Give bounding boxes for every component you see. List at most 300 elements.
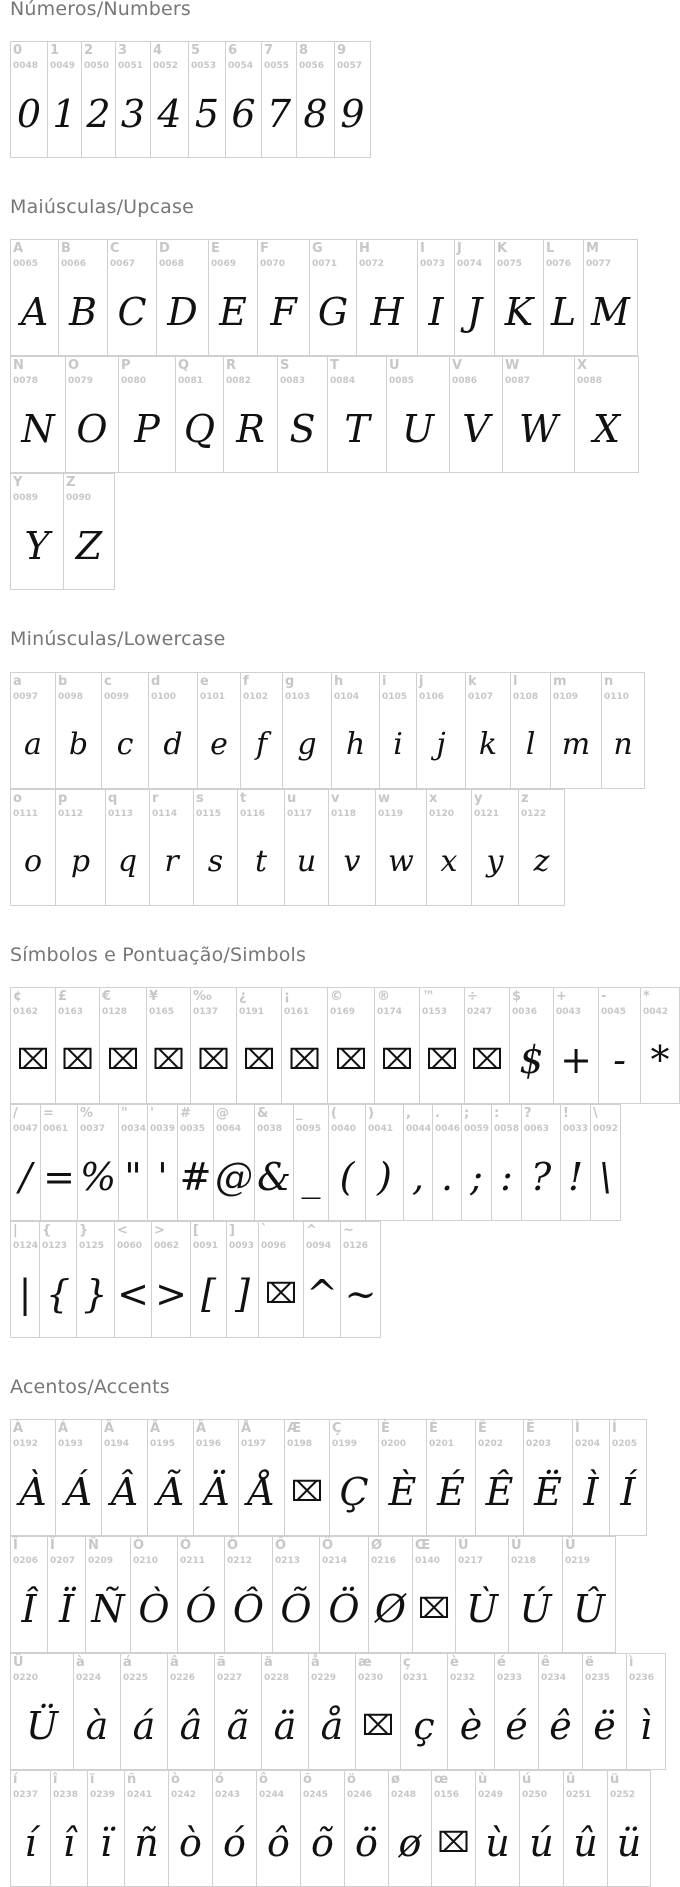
glyph-char-label: Ò bbox=[133, 1538, 145, 1553]
glyph-cell bbox=[47, 41, 82, 158]
glyph-char-label: Œ bbox=[415, 1538, 431, 1553]
glyph-char-label: { bbox=[42, 1223, 52, 1238]
glyph-cell bbox=[640, 987, 680, 1104]
glyph-code-label: 0232 bbox=[450, 1673, 476, 1683]
glyph-preview: Â bbox=[110, 1470, 139, 1514]
glyph-preview: o bbox=[23, 844, 43, 879]
glyph-cell bbox=[190, 987, 237, 1104]
glyph-cell bbox=[365, 1104, 404, 1221]
glyph-code-label: 0124 bbox=[13, 1241, 39, 1251]
glyph-char-label: ù bbox=[478, 1772, 488, 1787]
glyph-preview: á bbox=[132, 1704, 156, 1748]
glyph-preview: } bbox=[83, 1272, 108, 1316]
glyph-char-label: ú bbox=[522, 1772, 532, 1787]
glyph-code-label: 0250 bbox=[522, 1790, 548, 1800]
glyph-char-label: N bbox=[13, 358, 24, 373]
glyph-code-label: 0090 bbox=[66, 493, 92, 503]
glyph-cell bbox=[148, 672, 198, 789]
glyph-preview: P bbox=[134, 407, 160, 451]
glyph-preview: Ê bbox=[485, 1470, 514, 1514]
glyph-preview: ' bbox=[157, 1155, 168, 1199]
glyph-cell bbox=[76, 1221, 115, 1338]
glyph-char-label: e bbox=[200, 674, 209, 689]
glyph-preview: A bbox=[20, 290, 49, 334]
glyph-code-label: 0204 bbox=[575, 1439, 601, 1449]
glyph-preview: ü bbox=[616, 1821, 642, 1865]
glyph-code-label: 0087 bbox=[505, 376, 531, 386]
glyph-preview: j bbox=[436, 727, 446, 762]
glyph-code-label: 0047 bbox=[13, 1124, 39, 1134]
glyph-cell bbox=[107, 239, 157, 356]
glyph-char-label: 9 bbox=[337, 43, 347, 58]
glyph-preview: ë bbox=[593, 1704, 616, 1748]
glyph-preview: å bbox=[320, 1704, 344, 1748]
glyph-code-label: 0228 bbox=[264, 1673, 290, 1683]
glyph-cell bbox=[329, 1419, 379, 1536]
glyph-code-label: 0062 bbox=[154, 1241, 180, 1251]
glyph-code-label: 0217 bbox=[458, 1556, 484, 1566]
section-title-numbers: Números/Numbers bbox=[10, 0, 191, 20]
glyph-preview: ä bbox=[273, 1704, 297, 1748]
glyph-preview: ] bbox=[235, 1272, 250, 1316]
missing-glyph-icon: ⌧ bbox=[425, 1043, 459, 1076]
glyph-code-label: 0200 bbox=[381, 1439, 407, 1449]
glyph-cell bbox=[284, 789, 329, 906]
glyph-preview: { bbox=[45, 1272, 71, 1316]
glyph-code-label: 0071 bbox=[312, 259, 338, 269]
glyph-char-label: Ç bbox=[332, 1421, 342, 1436]
glyph-cell bbox=[281, 987, 328, 1104]
missing-glyph-icon: ⌧ bbox=[334, 1043, 368, 1076]
glyph-code-label: 0057 bbox=[337, 61, 363, 71]
glyph-cell bbox=[115, 41, 151, 158]
glyph-char-label: , bbox=[406, 1106, 411, 1121]
glyph-preview: v bbox=[343, 844, 361, 879]
glyph-cell bbox=[300, 1770, 345, 1887]
glyph-code-label: 0040 bbox=[331, 1124, 357, 1134]
glyph-preview: d bbox=[163, 727, 183, 762]
glyph-preview: 2 bbox=[86, 92, 111, 136]
glyph-preview: E bbox=[219, 290, 247, 334]
glyph-char-label: ë bbox=[585, 1655, 594, 1670]
glyph-preview: > bbox=[155, 1272, 187, 1316]
glyph-char-label: ? bbox=[524, 1106, 532, 1121]
glyph-code-label: 0063 bbox=[524, 1124, 550, 1134]
glyph-char-label: * bbox=[643, 989, 650, 1004]
glyph-char-label: Õ bbox=[275, 1538, 287, 1553]
glyph-code-label: 0072 bbox=[359, 259, 385, 269]
glyph-cell bbox=[254, 1104, 294, 1221]
glyph-char-label: r bbox=[152, 791, 159, 806]
glyph-code-label: 0169 bbox=[330, 1007, 356, 1017]
glyph-code-label: 0088 bbox=[577, 376, 603, 386]
glyph-cell bbox=[340, 1221, 381, 1338]
glyph-row bbox=[10, 987, 679, 1104]
glyph-code-label: 0192 bbox=[13, 1439, 39, 1449]
glyph-preview: ^ bbox=[306, 1272, 338, 1316]
glyph-char-label: Ó bbox=[180, 1538, 192, 1553]
glyph-cell bbox=[563, 1770, 608, 1887]
glyph-cell bbox=[388, 1770, 432, 1887]
glyph-cell bbox=[10, 1770, 51, 1887]
glyph-char-label: Ù bbox=[458, 1538, 469, 1553]
missing-glyph-icon: ⌧ bbox=[61, 1043, 94, 1076]
glyph-code-label: 0119 bbox=[378, 809, 404, 819]
glyph-preview: Î bbox=[21, 1587, 37, 1631]
glyph-preview: ( bbox=[339, 1155, 355, 1199]
glyph-cell bbox=[10, 41, 48, 158]
glyph-char-label: Ú bbox=[511, 1538, 522, 1553]
glyph-char-label: è bbox=[450, 1655, 459, 1670]
glyph-preview: w bbox=[388, 844, 414, 879]
glyph-cell bbox=[412, 1536, 456, 1653]
missing-glyph-icon: ⌧ bbox=[437, 1826, 470, 1859]
glyph-char-label: 2 bbox=[84, 43, 94, 58]
glyph-cell bbox=[212, 1770, 257, 1887]
glyph-char-label: ê bbox=[541, 1655, 550, 1670]
glyph-code-label: 0249 bbox=[478, 1790, 504, 1800]
glyph-code-label: 0069 bbox=[211, 259, 237, 269]
glyph-cell bbox=[284, 1419, 330, 1536]
glyph-code-label: 0235 bbox=[585, 1673, 611, 1683]
glyph-char-label: $ bbox=[512, 989, 522, 1004]
glyph-cell bbox=[375, 789, 427, 906]
glyph-char-label: Û bbox=[565, 1538, 576, 1553]
glyph-cell bbox=[177, 1536, 225, 1653]
glyph-char-label: A bbox=[13, 241, 24, 256]
glyph-cell bbox=[386, 356, 450, 473]
glyph-cell bbox=[475, 1770, 520, 1887]
glyph-char-label: È bbox=[381, 1421, 390, 1436]
glyph-preview: V bbox=[462, 407, 490, 451]
glyph-code-label: 0165 bbox=[149, 1007, 175, 1017]
glyph-code-label: 0067 bbox=[110, 259, 136, 269]
glyph-code-label: 0243 bbox=[215, 1790, 241, 1800]
glyph-code-label: 0209 bbox=[88, 1556, 114, 1566]
glyph-char-label: ( bbox=[331, 1106, 337, 1121]
glyph-preview: ô bbox=[267, 1821, 290, 1865]
glyph-preview: í bbox=[24, 1821, 37, 1865]
glyph-code-label: 0111 bbox=[13, 809, 39, 819]
glyph-cell bbox=[282, 672, 332, 789]
glyph-char-label: f bbox=[243, 674, 249, 689]
glyph-char-label: & bbox=[257, 1106, 269, 1121]
glyph-char-label: V bbox=[452, 358, 463, 373]
glyph-preview: Ø bbox=[374, 1587, 407, 1631]
glyph-code-label: 0060 bbox=[117, 1241, 143, 1251]
glyph-char-label: ) bbox=[368, 1106, 374, 1121]
glyph-code-label: 0198 bbox=[287, 1439, 313, 1449]
glyph-char-label: v bbox=[331, 791, 340, 806]
glyph-char-label: i bbox=[382, 674, 387, 689]
glyph-char-label: l bbox=[513, 674, 518, 689]
glyph-char-label: a bbox=[13, 674, 22, 689]
glyph-char-label: g bbox=[285, 674, 295, 689]
glyph-cell bbox=[574, 356, 639, 473]
glyph-char-label: á bbox=[123, 1655, 132, 1670]
glyph-preview: + bbox=[560, 1038, 592, 1082]
glyph-preview: Ù bbox=[465, 1587, 499, 1631]
glyph-cell bbox=[583, 239, 638, 356]
glyph-char-label: ü bbox=[610, 1772, 620, 1787]
glyph-cell bbox=[213, 1104, 255, 1221]
glyph-code-label: 0049 bbox=[50, 61, 76, 71]
glyph-code-label: 0238 bbox=[53, 1790, 79, 1800]
glyph-code-label: 0120 bbox=[429, 809, 455, 819]
glyph-char-label: ‰ bbox=[193, 989, 212, 1004]
glyph-code-label: 0163 bbox=[58, 1007, 84, 1017]
glyph-cell bbox=[240, 672, 283, 789]
glyph-preview: Ô bbox=[232, 1587, 265, 1631]
glyph-cell bbox=[85, 1536, 131, 1653]
glyph-code-label: 0245 bbox=[303, 1790, 329, 1800]
glyph-cell bbox=[431, 1770, 476, 1887]
glyph-preview: | bbox=[18, 1272, 32, 1316]
glyph-preview: % bbox=[79, 1155, 117, 1199]
glyph-char-label: - bbox=[601, 989, 607, 1004]
glyph-char-label: W bbox=[505, 358, 520, 373]
glyph-cell bbox=[149, 789, 194, 906]
glyph-preview: D bbox=[167, 290, 198, 334]
glyph-preview: C bbox=[117, 290, 147, 334]
glyph-code-label: 0034 bbox=[121, 1124, 147, 1134]
glyph-code-label: 0084 bbox=[330, 376, 356, 386]
glyph-preview: b bbox=[68, 727, 89, 762]
glyph-code-label: 0101 bbox=[200, 692, 226, 702]
glyph-char-label: É bbox=[429, 1421, 438, 1436]
glyph-char-label: é bbox=[497, 1655, 506, 1670]
glyph-cell bbox=[518, 789, 565, 906]
glyph-cell bbox=[403, 1104, 433, 1221]
glyph-char-label: û bbox=[566, 1772, 576, 1787]
glyph-code-label: 0220 bbox=[13, 1673, 39, 1683]
glyph-code-label: 0098 bbox=[58, 692, 84, 702]
glyph-cell bbox=[582, 1653, 627, 1770]
missing-glyph-icon: ⌧ bbox=[288, 1043, 321, 1076]
missing-glyph-icon: ⌧ bbox=[242, 1043, 276, 1076]
glyph-code-label: 0203 bbox=[526, 1439, 552, 1449]
glyph-cell bbox=[225, 41, 262, 158]
glyph-preview: û bbox=[573, 1821, 598, 1865]
glyph-code-label: 0125 bbox=[79, 1241, 105, 1251]
glyph-cell bbox=[454, 239, 495, 356]
glyph-preview: y bbox=[486, 844, 504, 879]
glyph-code-label: 0086 bbox=[452, 376, 478, 386]
glyph-cell bbox=[449, 356, 503, 473]
glyph-cell bbox=[502, 356, 575, 473]
glyph-char-label: = bbox=[43, 1106, 54, 1121]
glyph-cell bbox=[417, 239, 455, 356]
glyph-code-label: 0252 bbox=[610, 1790, 636, 1800]
glyph-char-label: " bbox=[121, 1106, 128, 1121]
glyph-code-label: 0230 bbox=[358, 1673, 384, 1683]
glyph-char-label: í bbox=[13, 1772, 18, 1787]
glyph-cell bbox=[378, 1419, 427, 1536]
glyph-row bbox=[10, 1536, 615, 1653]
glyph-char-label: t bbox=[240, 791, 247, 806]
glyph-code-label: 0036 bbox=[512, 1007, 538, 1017]
glyph-preview: É bbox=[437, 1470, 465, 1514]
glyph-code-label: 0064 bbox=[216, 1124, 242, 1134]
glyph-char-label: ~ bbox=[343, 1223, 354, 1238]
glyph-preview: < bbox=[117, 1272, 149, 1316]
glyph-cell bbox=[226, 1221, 259, 1338]
glyph-code-label: 0226 bbox=[170, 1673, 196, 1683]
glyph-cell bbox=[293, 1104, 329, 1221]
glyph-cell bbox=[223, 356, 278, 473]
glyph-preview: 4 bbox=[157, 92, 182, 136]
glyph-code-label: 0247 bbox=[467, 1007, 493, 1017]
glyph-char-label: Æ bbox=[287, 1421, 302, 1436]
glyph-cell bbox=[214, 1653, 262, 1770]
glyph-cell bbox=[175, 356, 224, 473]
glyph-code-label: 0153 bbox=[422, 1007, 448, 1017]
glyph-code-label: 0096 bbox=[261, 1241, 287, 1251]
glyph-row bbox=[10, 789, 564, 906]
glyph-cell bbox=[607, 1770, 651, 1887]
glyph-preview: \ bbox=[599, 1155, 612, 1199]
glyph-cell bbox=[553, 987, 599, 1104]
glyph-code-label: 0248 bbox=[391, 1790, 417, 1800]
glyph-code-label: 0210 bbox=[133, 1556, 159, 1566]
glyph-char-label: 4 bbox=[153, 43, 163, 58]
glyph-preview: Ú bbox=[519, 1587, 552, 1631]
glyph-code-label: 0237 bbox=[13, 1790, 39, 1800]
glyph-code-label: 0197 bbox=[241, 1439, 267, 1449]
glyph-preview: T bbox=[344, 407, 370, 451]
glyph-cell bbox=[99, 987, 147, 1104]
glyph-cell bbox=[590, 1104, 621, 1221]
glyph-code-label: 0058 bbox=[494, 1124, 520, 1134]
glyph-char-label: b bbox=[58, 674, 68, 689]
glyph-char-label: C bbox=[110, 241, 120, 256]
glyph-cell bbox=[572, 1419, 610, 1536]
glyph-cell bbox=[237, 789, 285, 906]
glyph-code-label: 0112 bbox=[58, 809, 84, 819]
section-title-upcase: Maiúsculas/Upcase bbox=[10, 196, 195, 218]
glyph-code-label: 0052 bbox=[153, 61, 179, 71]
glyph-char-label: 0 bbox=[13, 43, 23, 58]
glyph-char-label: Ä bbox=[196, 1421, 207, 1436]
glyph-preview: f bbox=[255, 727, 268, 762]
glyph-cell bbox=[168, 1770, 213, 1887]
glyph-cell bbox=[400, 1653, 448, 1770]
glyph-code-label: 0081 bbox=[178, 376, 204, 386]
glyph-cell bbox=[10, 239, 59, 356]
glyph-char-label: | bbox=[13, 1223, 18, 1238]
glyph-preview: Ü bbox=[25, 1704, 59, 1748]
glyph-code-label: 0196 bbox=[196, 1439, 222, 1449]
glyph-code-label: 0097 bbox=[13, 692, 39, 702]
glyph-char-label: m bbox=[553, 674, 567, 689]
glyph-row bbox=[10, 473, 114, 590]
glyph-preview: ç bbox=[413, 1704, 435, 1748]
glyph-preview: / bbox=[19, 1155, 32, 1199]
glyph-char-label: y bbox=[474, 791, 483, 806]
glyph-char-label: Î bbox=[13, 1538, 18, 1553]
glyph-char-label: # bbox=[180, 1106, 191, 1121]
glyph-preview: Ì bbox=[583, 1470, 599, 1514]
glyph-code-label: 0116 bbox=[240, 809, 266, 819]
glyph-char-label: [ bbox=[193, 1223, 199, 1238]
glyph-char-label: ^ bbox=[306, 1223, 317, 1238]
glyph-code-label: 0093 bbox=[229, 1241, 255, 1251]
glyph-cell bbox=[177, 1104, 214, 1221]
glyph-code-label: 0194 bbox=[104, 1439, 130, 1449]
glyph-preview: Á bbox=[64, 1470, 93, 1514]
glyph-cell bbox=[151, 1221, 191, 1338]
glyph-char-label: Ë bbox=[526, 1421, 535, 1436]
glyph-preview: O bbox=[76, 407, 108, 451]
glyph-preview: Ó bbox=[185, 1587, 217, 1631]
glyph-code-label: 0100 bbox=[151, 692, 177, 702]
glyph-code-label: 0073 bbox=[420, 259, 446, 269]
glyph-code-label: 0207 bbox=[50, 1556, 76, 1566]
glyph-char-label: 8 bbox=[299, 43, 309, 58]
glyph-char-label: ¥ bbox=[149, 989, 159, 1004]
glyph-char-label: Ï bbox=[50, 1538, 55, 1553]
glyph-code-label: 0231 bbox=[403, 1673, 429, 1683]
glyph-char-label: Z bbox=[66, 475, 76, 490]
glyph-char-label: ç bbox=[403, 1655, 411, 1670]
glyph-cell bbox=[494, 239, 544, 356]
glyph-char-label: æ bbox=[358, 1655, 372, 1670]
glyph-code-label: 0233 bbox=[497, 1673, 523, 1683]
glyph-preview: h bbox=[345, 727, 366, 762]
glyph-cell bbox=[344, 1770, 389, 1887]
glyph-preview: R bbox=[236, 407, 265, 451]
glyph-code-label: 0123 bbox=[42, 1241, 68, 1251]
glyph-code-label: 0077 bbox=[586, 259, 612, 269]
glyph-cell bbox=[331, 672, 380, 789]
glyph-cell bbox=[334, 41, 371, 158]
glyph-char-label: @ bbox=[216, 1106, 229, 1121]
glyph-char-label: ï bbox=[90, 1772, 95, 1787]
glyph-cell bbox=[146, 987, 191, 1104]
glyph-code-label: 0251 bbox=[566, 1790, 592, 1800]
glyph-code-label: 0094 bbox=[306, 1241, 332, 1251]
glyph-preview: ) bbox=[377, 1155, 392, 1199]
glyph-preview: Q bbox=[183, 407, 216, 451]
glyph-preview: À bbox=[19, 1470, 47, 1514]
glyph-cell bbox=[130, 1536, 178, 1653]
glyph-cell bbox=[118, 1104, 148, 1221]
glyph-preview: ú bbox=[529, 1821, 554, 1865]
glyph-char-label: M bbox=[586, 241, 599, 256]
glyph-preview: M bbox=[591, 290, 630, 334]
glyph-code-label: 0054 bbox=[228, 61, 254, 71]
glyph-preview: Ã bbox=[156, 1470, 185, 1514]
glyph-cell bbox=[261, 41, 297, 158]
glyph-char-label: ø bbox=[391, 1772, 400, 1787]
glyph-preview: Ç bbox=[339, 1470, 369, 1514]
glyph-preview: Ä bbox=[202, 1470, 230, 1514]
glyph-char-label: Í bbox=[612, 1421, 617, 1436]
glyph-code-label: 0213 bbox=[275, 1556, 301, 1566]
glyph-code-label: 0128 bbox=[102, 1007, 128, 1017]
glyph-preview: x bbox=[440, 844, 458, 879]
glyph-char-label: ñ bbox=[127, 1772, 137, 1787]
glyph-preview: è bbox=[459, 1704, 483, 1748]
glyph-char-label: Ô bbox=[227, 1538, 239, 1553]
glyph-code-label: 0206 bbox=[13, 1556, 39, 1566]
glyph-cell bbox=[101, 1419, 148, 1536]
glyph-cell bbox=[81, 41, 116, 158]
glyph-code-label: 0106 bbox=[419, 692, 445, 702]
glyph-preview: 0 bbox=[16, 92, 42, 136]
glyph-cell bbox=[455, 1536, 509, 1653]
glyph-preview: [ bbox=[201, 1272, 216, 1316]
